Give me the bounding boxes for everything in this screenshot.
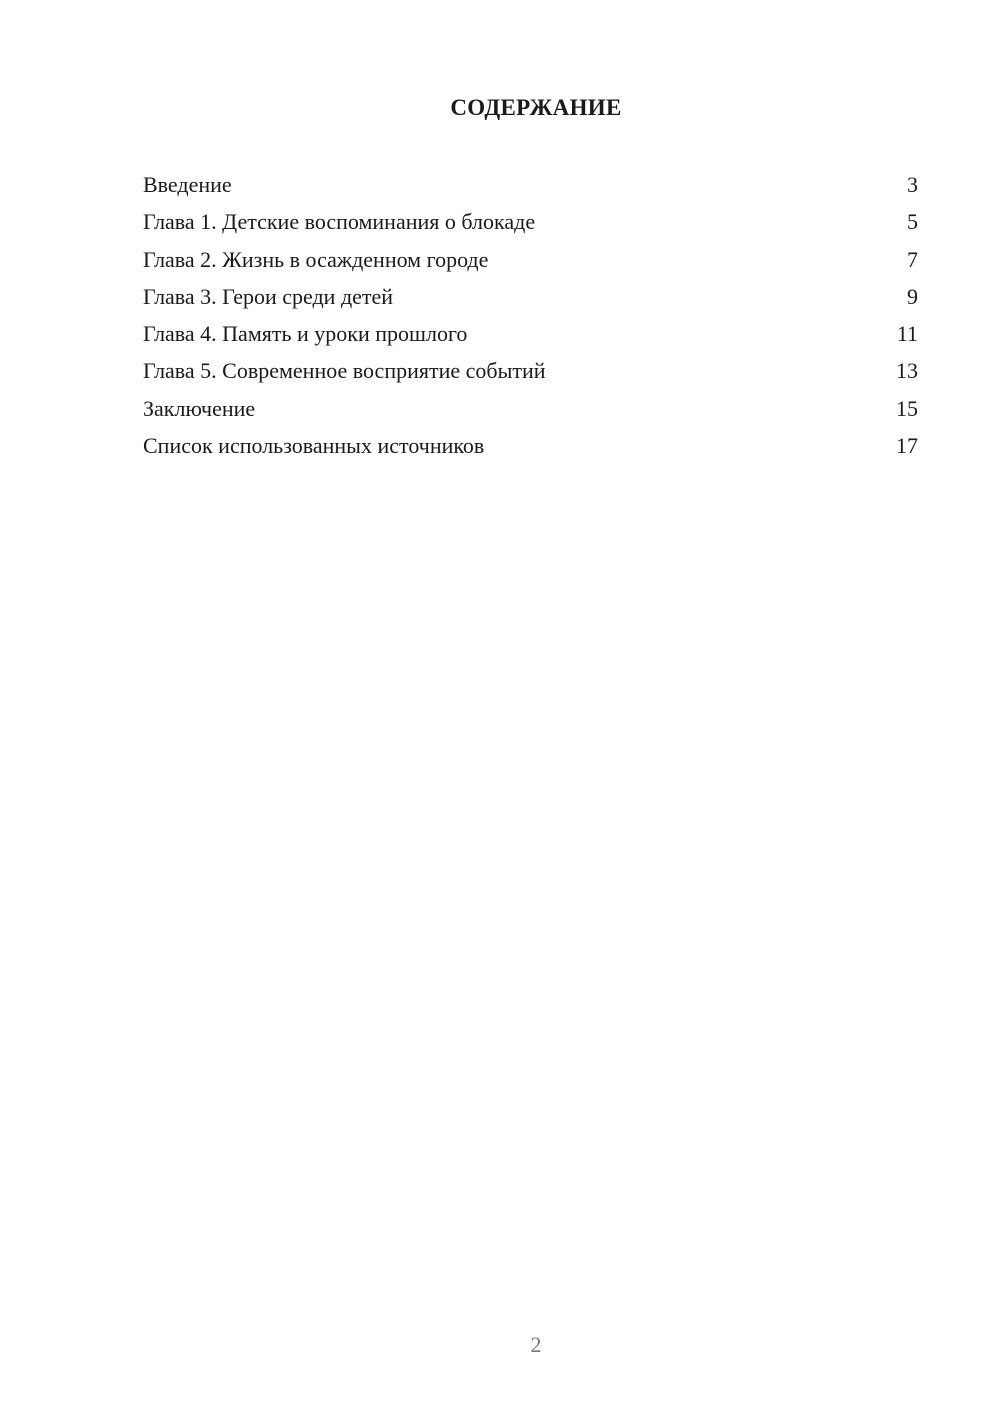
toc-entry-conclusion[interactable] xyxy=(143,392,918,429)
toc-entry-label: Введение xyxy=(143,172,232,197)
toc-entry-page-number: 11 xyxy=(896,321,918,347)
toc-entry-page-number: 5 xyxy=(907,209,918,235)
toc-entry-chapter-4[interactable] xyxy=(143,317,918,354)
toc-entry-page-number: 9 xyxy=(907,283,918,309)
toc-entry-label: Глава 5. Современное восприятие событий xyxy=(143,358,546,384)
page-number: 2 xyxy=(530,1332,542,1357)
toc-entry-chapter-3[interactable] xyxy=(143,280,918,317)
toc-entry-label: Список использованных источников xyxy=(143,433,485,459)
toc-title: СОДЕРЖАНИЕ xyxy=(450,95,622,120)
toc-entry-label: Глава 4. Память и уроки прошлого xyxy=(143,321,468,347)
toc-entry-page-number: 17 xyxy=(896,433,918,459)
toc-entry-chapter-2[interactable] xyxy=(143,243,918,280)
toc-entry-page-number: 3 xyxy=(907,172,918,197)
toc-entry-page-number: 13 xyxy=(896,358,918,384)
toc-entry-introduction[interactable] xyxy=(143,168,918,205)
toc-list xyxy=(143,168,918,466)
toc-entry-chapter-5[interactable] xyxy=(143,354,918,391)
toc-entry-label: Глава 1. Детские воспоминания о блокаде xyxy=(143,209,536,235)
toc-entry-page-number: 7 xyxy=(907,246,918,272)
toc-entry-label: Глава 2. Жизнь в осажденном городе xyxy=(143,246,489,272)
toc-entry-references[interactable] xyxy=(143,429,918,466)
toc-entry-page-number: 15 xyxy=(896,395,918,421)
toc-entry-chapter-1[interactable] xyxy=(143,205,918,242)
toc-entry-label: Заключение xyxy=(143,395,256,421)
toc-entry-label: Глава 3. Герои среди детей xyxy=(143,283,394,309)
